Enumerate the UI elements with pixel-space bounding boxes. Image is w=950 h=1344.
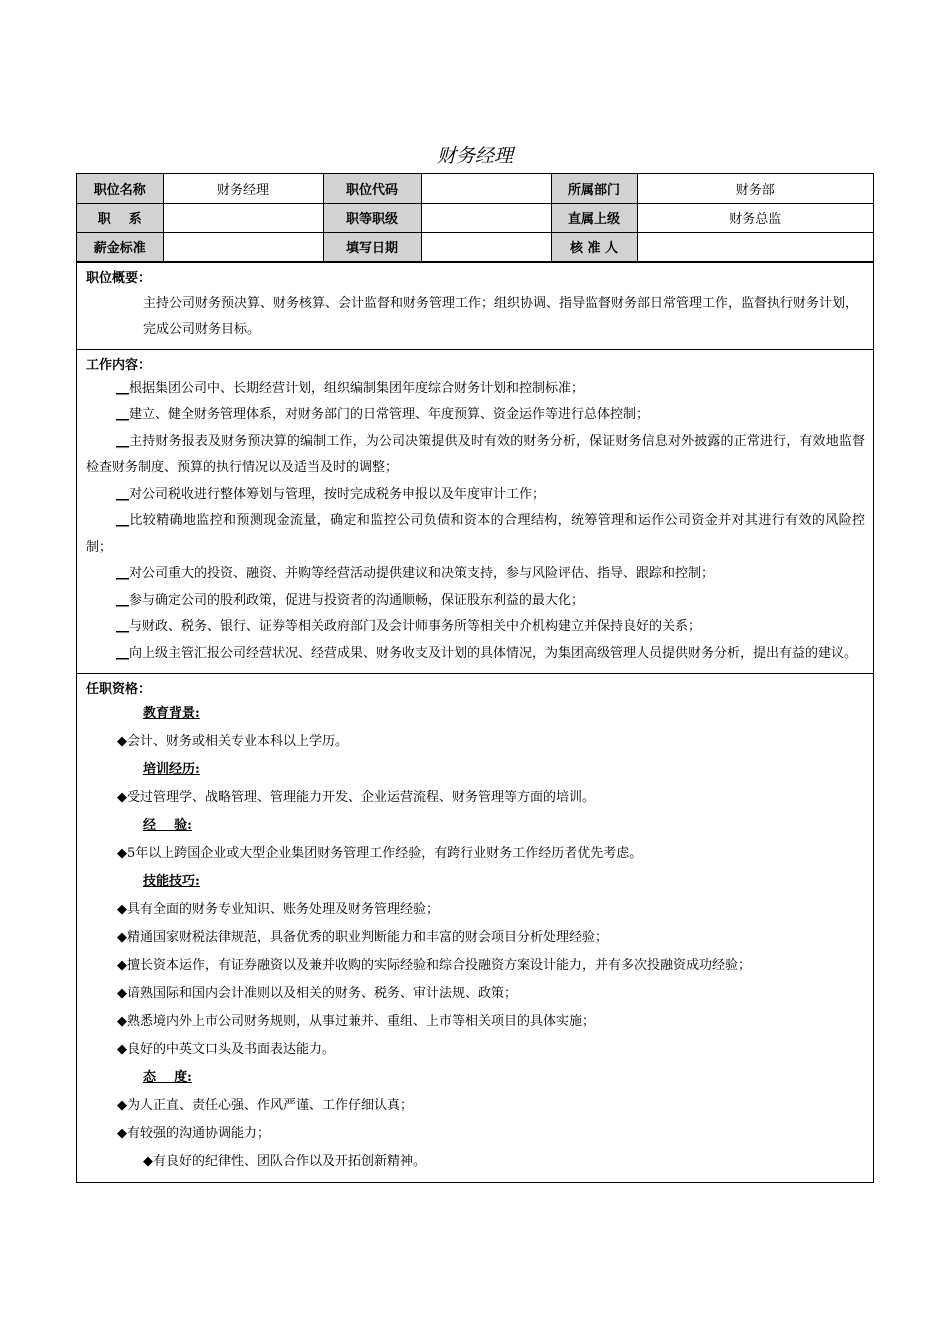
duty-bullet-mark: __ (116, 513, 129, 528)
qualification-item: ◆为人正直、责任心强、作风严谨、工作仔细认真； (117, 1098, 413, 1113)
duty-bullet-mark: __ (116, 592, 129, 608)
qualification-item: ◆谙熟国际和国内会计准则以及相关的财务、税务、审计法规、政策； (117, 986, 517, 1001)
approver-label: 核 准 人 (551, 232, 637, 261)
qualification-item: ◆5年以上跨国企业或大型企业集团财务管理工作经验，有跨行业财务工作经历者优先考虑。 (117, 846, 643, 861)
qualifications-title: 任职资格： (86, 682, 152, 697)
duty-bullet-mark: __ (116, 645, 129, 661)
summary-text: 主持公司财务预决算、财务核算、会计监督和财务管理工作；组织协调、指导监督财务部日常管理工作，监督执行财务计划，完成公司财务目标。 (143, 295, 859, 337)
duty-bullet-mark: __ (116, 566, 129, 581)
duty-text: 对公司重大的投资、融资、并购等经营活动提供建议和决策支持，参与风险评估、指导、跟踪和控制； (129, 566, 715, 581)
duty-bullet-mark: __ (116, 619, 129, 634)
duties-section (77, 349, 873, 674)
qualification-item: ◆受过管理学、战略管理、管理能力开发、企业运营流程、财务管理等方面的培训。 (117, 790, 595, 805)
approver-value (637, 232, 873, 261)
duty-bullet-mark: __ (116, 486, 129, 502)
qualification-item: ◆熟悉境内外上市公司财务规则，从事过兼并、重组、上市等相关项目的具体实施； (117, 1014, 595, 1029)
qualifications-list (86, 700, 865, 1176)
qualification-heading: 教育背景: (143, 706, 200, 721)
position-code-value (421, 174, 551, 203)
page-title: 财务经理 (436, 145, 513, 167)
duty-bullet-mark: __ (116, 380, 129, 396)
supervisor-value: 财务总监 (637, 203, 873, 232)
qualification-item: ◆有较强的沟通协调能力； (117, 1126, 270, 1141)
qualification-heading: 态 度: (143, 1070, 192, 1085)
duty-text: 对公司税收进行整体筹划与管理，按时完成税务申报以及年度审计工作； (129, 486, 546, 502)
duty-item (86, 561, 865, 588)
duty-item (86, 641, 865, 668)
duty-item (86, 376, 865, 403)
duty-text: 根据集团公司中、长期经营计划，组织编制集团年度综合财务计划和控制标准； (129, 380, 585, 396)
info-row (77, 232, 873, 261)
duty-text: 与财政、税务、银行、证券等相关政府部门及会计师事务所等相关中介机构建立并保持良好的关系； (129, 619, 702, 634)
grade-label: 职等职级 (323, 203, 421, 232)
duties-title: 工作内容： (86, 357, 152, 373)
qualification-heading: 技能技巧: (143, 874, 200, 889)
duty-text: 向上级主管汇报公司经营状况、经营成果、财务收支及计划的具体情况，为集团高级管理人员提供财务分析，提出有益的建议。 (129, 645, 858, 661)
position-info-table (77, 174, 873, 262)
department-value: 财务部 (637, 174, 873, 203)
duty-bullet-mark: __ (116, 433, 129, 449)
info-row (77, 174, 873, 203)
qualification-heading: 经 验: (143, 818, 192, 833)
position-name-value: 财务经理 (163, 174, 323, 203)
qualification-item: ◆会计、财务或相关专业本科以上学历。 (117, 734, 348, 749)
summary-section (77, 262, 873, 349)
grade-value (421, 203, 551, 232)
qualification-item: ◆良好的中英文口头及书面表达能力。 (117, 1042, 335, 1057)
duty-item (86, 402, 865, 429)
fill-date-label: 填写日期 (323, 232, 421, 261)
department-label: 所属部门 (551, 174, 637, 203)
duties-list (86, 376, 865, 668)
qualification-item: ◆具有全面的财务专业知识、账务处理及财务管理经验； (117, 902, 439, 917)
duty-item (86, 482, 865, 509)
duty-item (86, 614, 865, 641)
duty-bullet-mark: __ (116, 407, 129, 422)
duty-text: 建立、健全财务管理体系，对财务部门的日常管理、年度预算、资金运作等进行总体控制； (129, 407, 650, 422)
salary-value (163, 232, 323, 261)
qualification-heading: 培训经历: (143, 762, 200, 777)
duty-item (86, 588, 865, 615)
qualifications-section (77, 673, 873, 1182)
duty-text: 比较精确地监控和预测现金流量，确定和监控公司负债和资本的合理结构，统筹管理和运作公司资金并对其进行有效的风险控制； (86, 513, 865, 555)
qualification-item: ◆有良好的纪律性、团队合作以及开拓创新精神。 (143, 1154, 426, 1169)
position-name-label: 职位名称 (77, 174, 163, 203)
duty-text: 参与确定公司的股利政策，促进与投资者的沟通顺畅，保证股东利益的最大化； (129, 592, 585, 608)
job-family-label: 职 系 (77, 203, 163, 232)
info-row (77, 203, 873, 232)
position-code-label: 职位代码 (323, 174, 421, 203)
duty-text: 主持财务报表及财务预决算的编制工作，为公司决策提供及时有效的财务分析，保证财务信息对外披露的正常进行，有效地监督检查财务制度、预算的执行情况以及适当及时的调整； (86, 433, 865, 475)
job-description-form (76, 173, 874, 1183)
qualification-item: ◆擅长资本运作，有证券融资以及兼并收购的实际经验和综合投融资方案设计能力，并有多次投融资成功经验； (117, 958, 751, 973)
salary-label: 薪金标准 (77, 232, 163, 261)
qualification-item: ◆精通国家财税法律规范，具备优秀的职业判断能力和丰富的财会项目分析处理经验； (117, 930, 608, 945)
job-family-value (163, 203, 323, 232)
supervisor-label: 直属上级 (551, 203, 637, 232)
duty-item (86, 429, 865, 482)
fill-date-value (421, 232, 551, 261)
summary-title: 职位概要： (86, 270, 152, 286)
duty-item (86, 508, 865, 561)
